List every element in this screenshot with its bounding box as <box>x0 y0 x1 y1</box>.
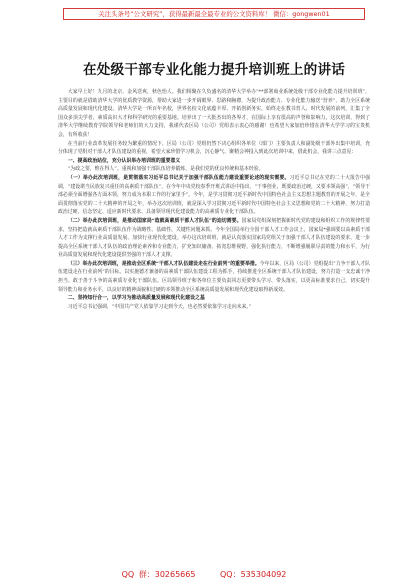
section-heading: 二、坚持知行合一，以学习为推动高质量发展和现代化建设之基 <box>67 295 205 302</box>
body-paragraph <box>58 260 370 294</box>
paragraph-lead: （一）举办此次培训班，是贯彻落实习近平总书记关于加强干部队伍能力建设重要论述的现实需要。 <box>67 174 290 181</box>
body-paragraph: 大家早上好！九月的北京，金风送爽，秋色怡人。我们相聚在久负盛名的清华大学举办“**部署商业系统处级干部专业化能力提升培训班”，主要目的就是借助清华大学的优质教学资源，帮助大家进一步开阔眼界、思路和胸襟，为提升政治能力、专业化能力输送“营养”，助力全区系统高质量发展和现代化建设。清华大学是一所百年名校，世界名校文化底蕴丰厚，开拓创新务实，始终走在教书育人、时代发展的前列，汇集了全国众多顶尖学者，素质高识大才和科学研究的重要基地。培养出了一大批杰出的各界才，在国际上享有很高的声誉和影响力。这次培训，得到了清华大学继续教育学院领导和老师们的大力支持，我谨代表区局（公司）党组表示衷心的感谢！也希望大家加倍珍惜在清华大学学习的宝贵机会，有所收获！ <box>58 89 370 138</box>
body-paragraph <box>58 174 370 217</box>
document-page <box>0 8 408 588</box>
paragraph-text: 习近平总书记在党的二十大报告中强调，“建设堪当民族复兴重任的高素质干部队伍”，在今年中央党校春季开班式讲话中指出，“干事创业，既要政治过硬，又要本领高强”，“领导干部必须全面增强各方面本领，努力成为本职工作的行家里手”。今年，是学习贯彻习近平新时代中国特色社会主义思想主题教育的开展之年，是全面贯彻落实党的二十大精神的开局之年，举办这次培训班，就是深入学习贯彻习近平新时代中国特色社会主义思想和党的二十大精神，努力打造政治过硬、信念坚定、适应新时代要求、具备领导现代化建设能力的高素质专业化干部队伍。 <box>58 174 370 216</box>
document-title: 在处级干部专业化能力提升培训班上的讲话 <box>82 62 346 78</box>
paragraph-lead: （三）举办此次培训班，是推动全区系统“干部人才队伍建设走在行业前列”的重要举措。 <box>67 260 260 267</box>
body-paragraph: “为政之要，惟在得人”。重视和加强干部队伍培养锻炼，是我们党的优良传统和基本经验。 <box>67 166 264 173</box>
body-paragraph: 在当前行业改革发展任务较为繁重的情况下，区局（公司）党组仍然下决心组织各单位（部门）主要负责人和副处级干部外出集中培训，充分体现了党组对干部人才队伍建设的重视，希望大家珍惜学习机会，沉心静气、聚精会神投入到此次培训中来，借此机会，我讲三点意见： <box>58 140 370 156</box>
paragraph-lead: （二）举办此次培训班，是推动国家局“造就高素质干部人才队伍”的迫切需要。 <box>67 217 242 224</box>
body-paragraph <box>58 217 370 260</box>
contact-footer <box>0 569 408 580</box>
paragraph-text: 国家局党组深刻把握新时代党的建设和组织工作的规律性要求，坚持把造就高素质干部队伍作为战略性、基础性、关键性问题来抓。今年全国局举行全国干部人才工作会议上，国家局*强调要以高素质干部人才工作为支撑行业高质量发展、加快行业现代化建设。举办这次培训班，就是认真落实国家局党组关于加强干部人才队伍建设的要求，进一步提高全区系统干部人才队伍的政治理论素养和专业能力，扩充知识储备，拓宽思维视野，强化执行能力，不断增强履职尽责的能力和水平，为行业高质量发展和现代化建设提供坚强的干部人才支撑。 <box>58 217 370 259</box>
section-heading: 一、提高政治站位，充分认识举办培训班的重要意义 <box>67 157 181 164</box>
promo-banner: 关注头条号“公文研究”，获得最新最全最专业的公文资料库！ 微信：gongwen01 <box>63 8 365 20</box>
qq-number: QQ：535304092 <box>220 570 287 579</box>
paragraph-text: 今年以来，区局（公司）党组提出“力争干部人才队伍建设走在行业前列”的目标。以实施德才兼备的高素质干部队伍建设工程为抓手，持续推进全区系统干部人才队伍建设，努力打造一支忠诚干净担当、敢于善于斗争的高素质专业化干部队伍。区局领导班子和各单位主要负责同志更要带头学习、带头落实，以更高标准要求自己，切实提升领导能力和业务水平，以良好的精神面貌和过硬的本领推动全区系统高质量发展和现代化建设取得新成效。 <box>58 260 370 293</box>
body-paragraph: 习近平总书记强调，“中国共产党人依靠学习走到今天，也必然要依靠学习走向未来。” <box>67 303 252 310</box>
qq-group-number: QQ 群：30265665 <box>121 570 196 579</box>
document-body <box>58 88 370 311</box>
